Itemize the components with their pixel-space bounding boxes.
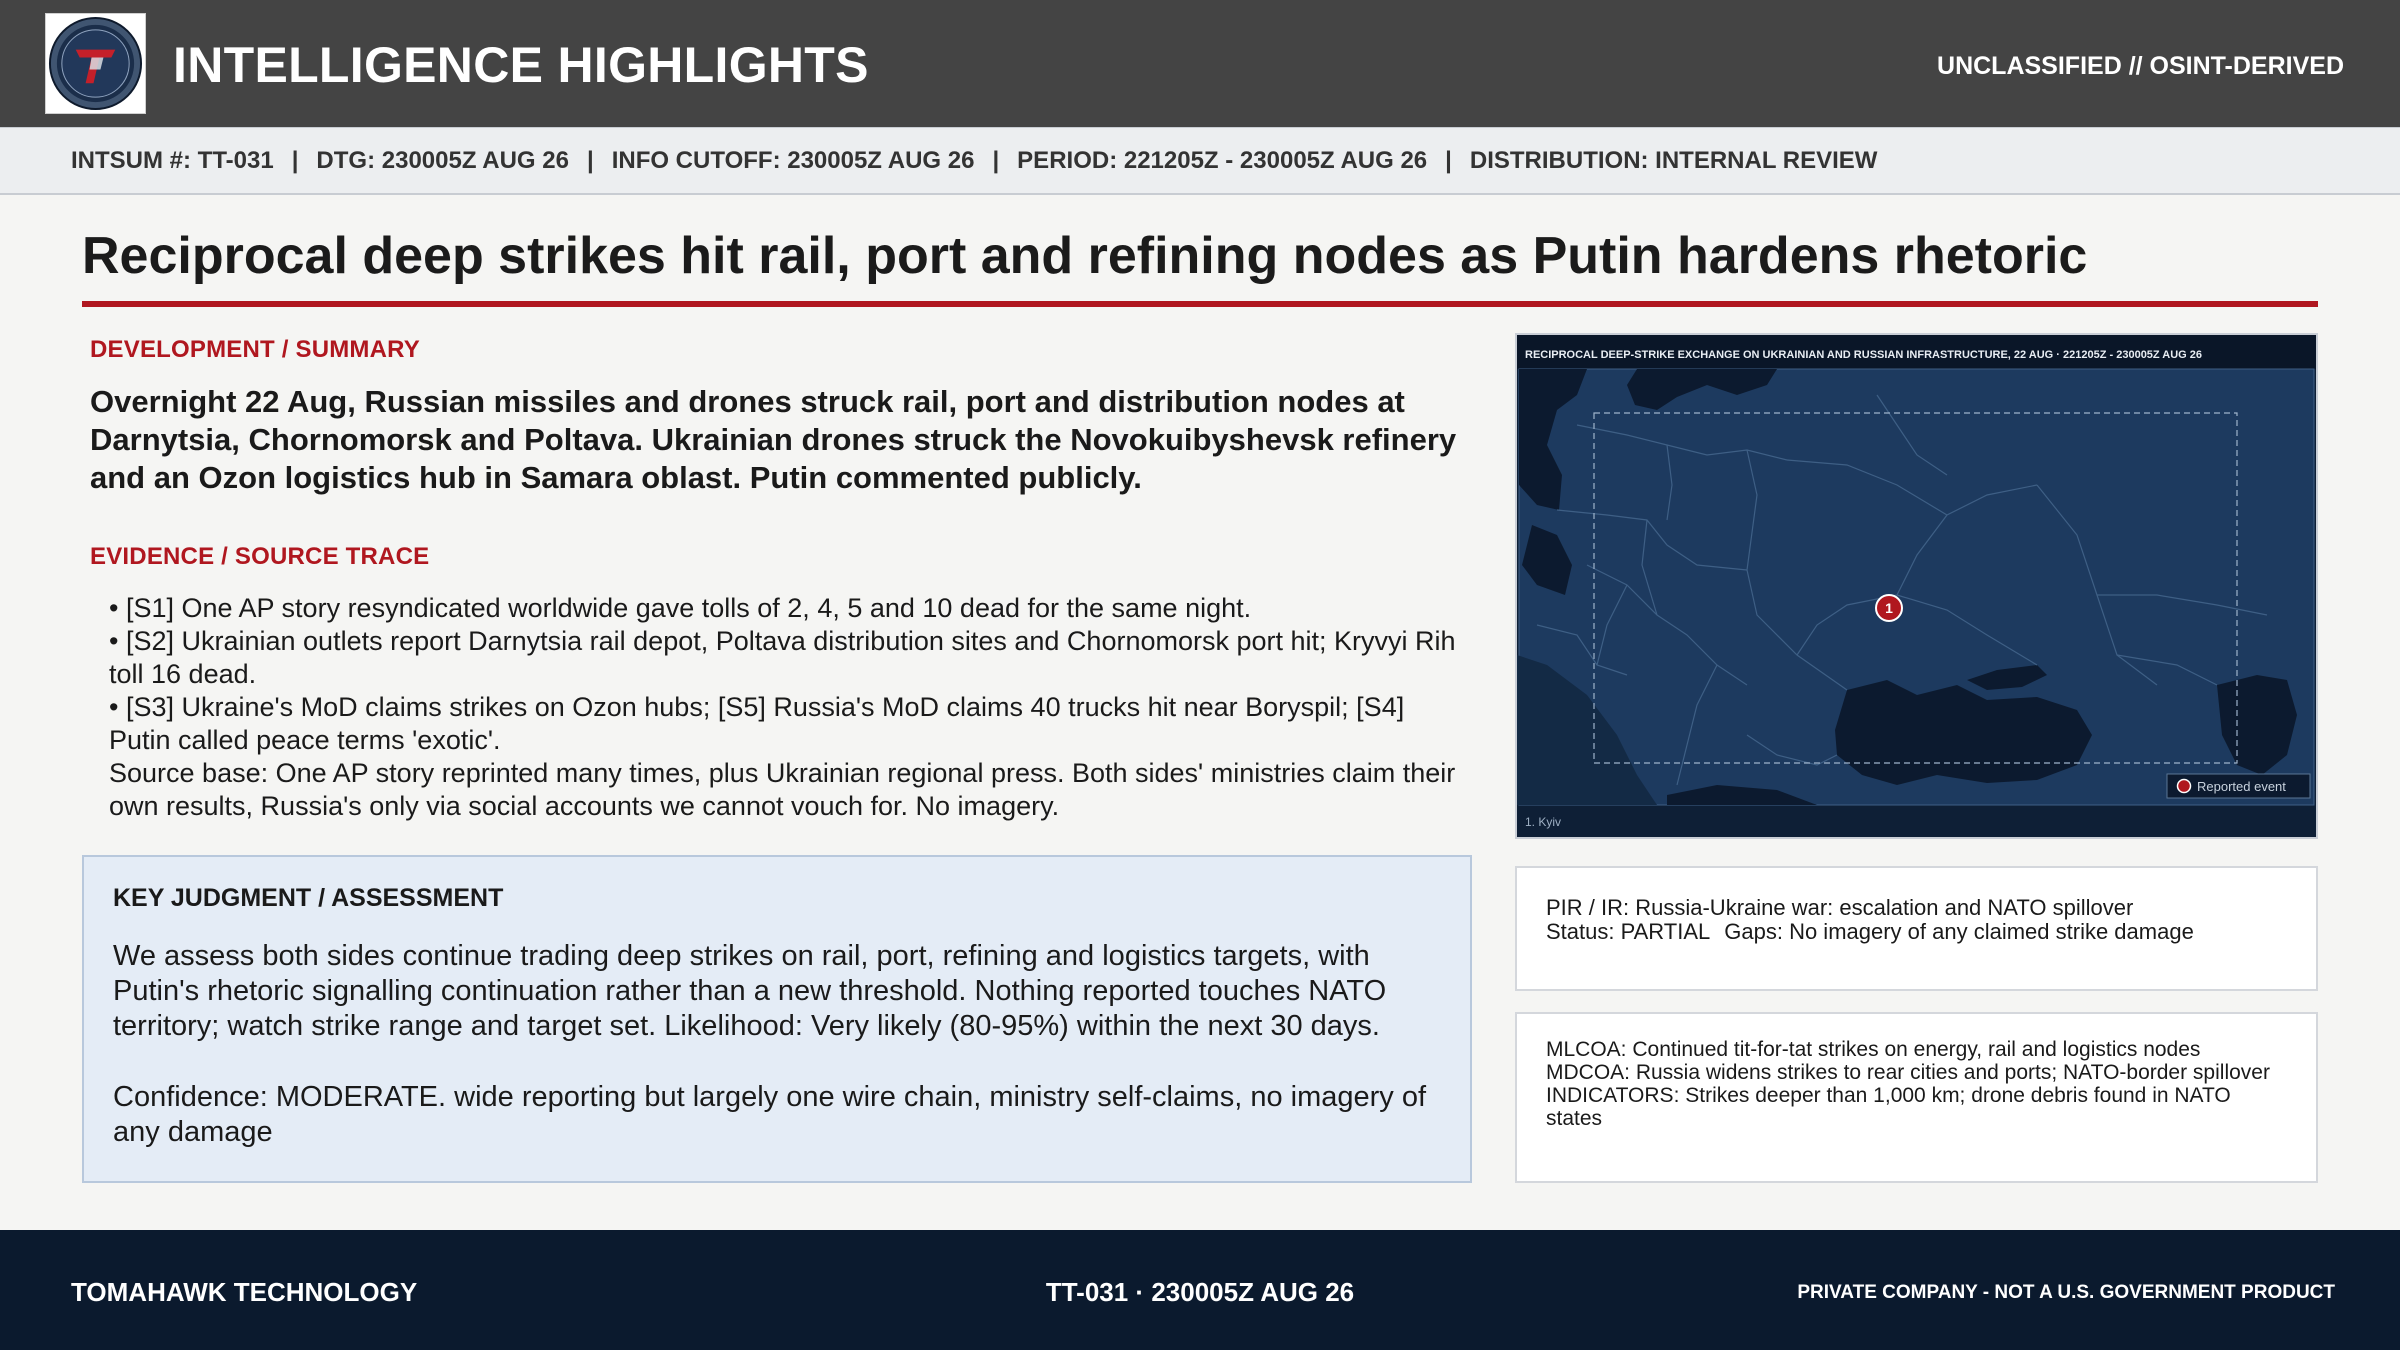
strike-map-panel xyxy=(1515,333,2318,839)
mdcoa-line: MDCOA: Russia widens strikes to rear cities and ports; NATO-border spillover xyxy=(1546,1061,2270,1084)
footer-company: TOMAHAWK TECHNOLOGY xyxy=(71,1277,418,1307)
pir-panel xyxy=(1515,866,2318,991)
footer-report-id: TT-031 · 230005Z AUG 26 xyxy=(1045,1277,1355,1307)
headline: Reciprocal deep strikes hit rail, port and refining nodes as Putin hardens rhetoric xyxy=(82,227,2088,285)
pir-status-line xyxy=(1546,920,2194,944)
reporting-period: PERIOD: 221205Z - 230005Z AUG 26 xyxy=(1017,146,1428,174)
confidence-statement: Confidence: MODERATE. wide reporting but largely one wire chain, ministry self-claims, no imagery of any damage xyxy=(113,1081,1427,1148)
evidence-item: • [S2] Ukrainian outlets report Darnytsia rail depot, Poltava distribution sites and Chornomorsk port hit; Kryvyi Rih toll 16 dead. xyxy=(109,626,1456,689)
key-judgment-text: We assess both sides continue trading deep strikes on rail, port, refining and logistics targets, with Putin's rhetoric signalling continuation rather than a new threshold. Nothing reported touches NATO territory; watch strike range and target set. Likelihood: Very likely (80-95%) within the next 30 days. xyxy=(113,940,1387,1042)
footer-bar xyxy=(0,1230,2400,1350)
dtg-value: DTG: 230005Z AUG 26 xyxy=(316,146,569,174)
pir-line: PIR / IR: Russia-Ukraine war: escalation and NATO spillover xyxy=(1546,895,2134,920)
event-marker-number: 1 xyxy=(1885,600,1893,616)
legend-label: Reported event xyxy=(2197,779,2286,794)
summary-section-label: DEVELOPMENT / SUMMARY xyxy=(90,336,420,363)
evidence-item: • [S1] One AP story resyndicated worldwide gave tolls of 2, 4, 5 and 10 dead for the same night. xyxy=(109,593,1252,623)
company-logo xyxy=(45,13,146,114)
strike-map xyxy=(1517,335,2316,837)
evidence-section-label: EVIDENCE / SOURCE TRACE xyxy=(90,543,430,570)
evidence-list xyxy=(109,592,1459,823)
distribution: DISTRIBUTION: INTERNAL REVIEW xyxy=(1469,146,1878,174)
footer-disclaimer: PRIVATE COMPANY - NOT A U.S. GOVERNMENT PRODUCT xyxy=(1797,1282,2335,1303)
meta-separator: | xyxy=(1445,146,1452,174)
coa-text xyxy=(1546,1038,2286,1130)
pir-status: Status: PARTIAL xyxy=(1546,919,1711,944)
meta-separator: | xyxy=(586,146,594,174)
summary-text: Overnight 22 Aug, Russian missiles and drones struck rail, port and distribution nodes at Darnytsia, Chornomorsk and Poltava. Ukrainian drones struck the Novokuibyshevsk refinery and an Ozon logistics hub in Samara oblast. Putin commented publicly. xyxy=(90,384,1457,495)
coa-panel xyxy=(1515,1012,2318,1183)
event-marker-kyiv[interactable] xyxy=(1876,595,1902,621)
classification-label: UNCLASSIFIED // OSINT-DERIVED xyxy=(1937,52,2344,80)
key-judgment-panel xyxy=(82,855,1472,1183)
indicators-line: INDICATORS: Strikes deeper than 1,000 km; drone debris found in NATO states xyxy=(1546,1084,2231,1130)
meta-separator: | xyxy=(992,146,1000,174)
map-caption: 1. Kyiv xyxy=(1525,815,1562,829)
key-judgment-title: KEY JUDGMENT / ASSESSMENT xyxy=(113,884,504,912)
meta-separator: | xyxy=(291,146,299,174)
map-legend xyxy=(2167,774,2310,798)
header-bar xyxy=(0,0,2400,127)
tomahawk-logo-icon xyxy=(46,14,145,113)
map-title: RECIPROCAL DEEP-STRIKE EXCHANGE ON UKRAINIAN AND RUSSIAN INFRASTRUCTURE, 22 AUG · 221205Z - 230005Z AUG 26 xyxy=(1525,349,2203,361)
source-base-note: Source base: One AP story reprinted many times, plus Ukrainian regional press. Both sides' ministries claim their own results, Russia's only via social accounts we cannot vouch for. No imagery. xyxy=(109,758,1456,821)
pir-text xyxy=(1546,896,2194,944)
page-header-title: INTELLIGENCE HIGHLIGHTS xyxy=(173,37,869,93)
metadata-bar xyxy=(0,127,2400,195)
pir-gaps: Gaps: No imagery of any claimed strike damage xyxy=(1724,919,2194,944)
mlcoa-line: MLCOA: Continued tit-for-tat strikes on energy, rail and logistics nodes xyxy=(1546,1038,2201,1061)
headline-divider xyxy=(82,301,2318,307)
intsum-number: INTSUM #: TT-031 xyxy=(71,146,274,174)
evidence-item: • [S3] Ukraine's MoD claims strikes on Ozon hubs; [S5] Russia's MoD claims 40 trucks hit near Boryspil; [S4] Putin called peace terms 'exotic'. xyxy=(109,692,1405,755)
info-cutoff: INFO CUTOFF: 230005Z AUG 26 xyxy=(611,146,975,174)
